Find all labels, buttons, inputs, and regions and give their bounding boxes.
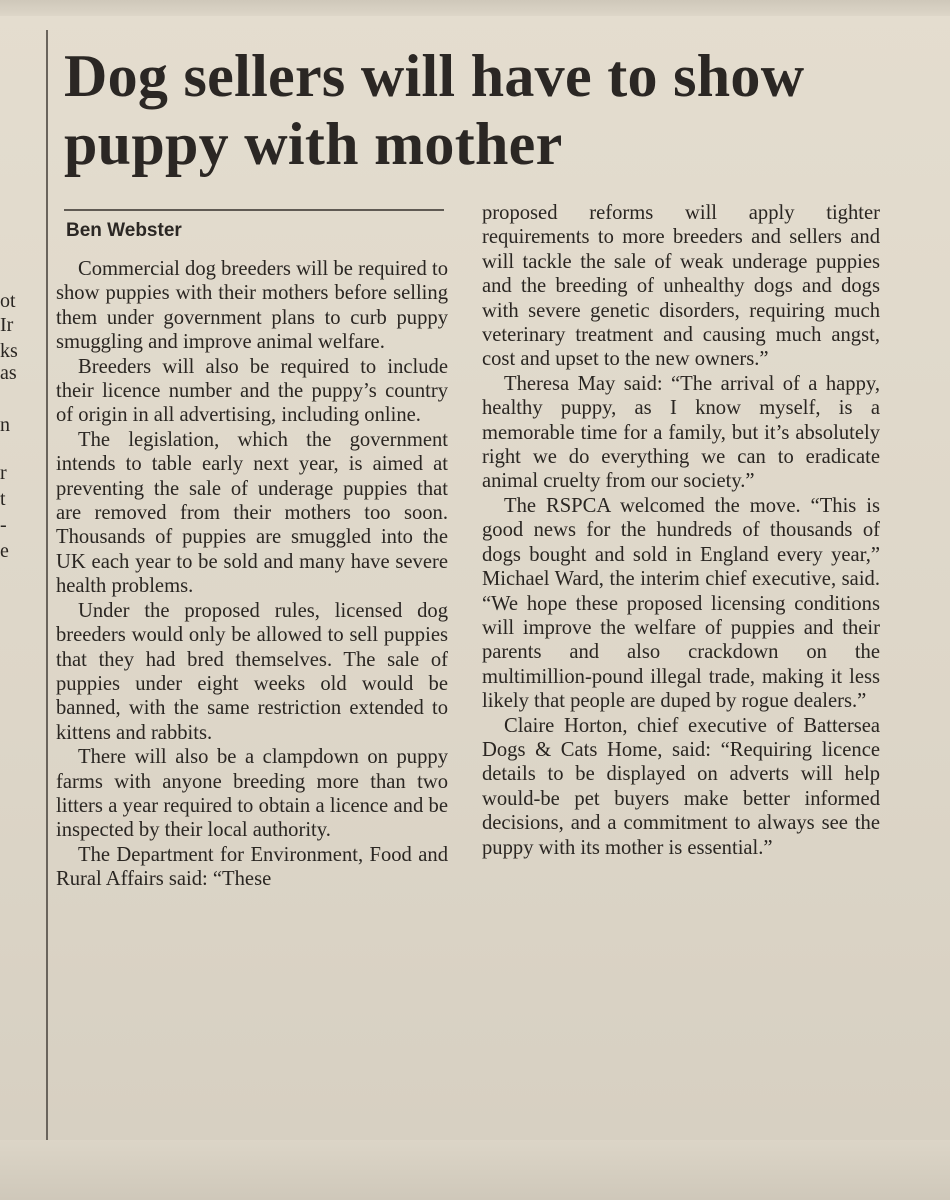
adjacent-column-fragment: t [0,488,6,510]
article-headline: Dog sellers will have to show puppy with mother [64,43,805,177]
adjacent-column-fragment: r [0,462,7,484]
article-paragraph-continued: proposed reforms will apply tighter requirements to more breeders and sellers and will tackle the sale of weak underage puppies and the breeding of unhealthy dogs and dogs with severe genetic disorders, requiring much veterinary treatment and causing much angst, cost and upset to the new owners.” [482,202,880,371]
article-paragraph: Under the proposed rules, licensed dog breeders would only be allowed to sell puppies that they had bred themselves. The sale of puppies under eight weeks old would be banned, with the same restriction extended to kittens and rabbits. [56,599,448,744]
page-top-edge [0,0,950,16]
article-paragraph: Claire Horton, chief executive of Battersea Dogs & Cats Home, said: “Requiring licence details to be displayed on adverts will help would-be pet buyers make better informed decisions, and a commitment to always see the puppy with its mother is essential.” [482,714,880,859]
adjacent-column-fragment: ot [0,290,16,312]
article-paragraph: Theresa May said: “The arrival of a happy, healthy puppy, as I know myself, is a memorable time for a family, but it’s absolutely right we do everything we can to eradicate animal cruelty from our society.” [482,372,880,493]
article-paragraph: Commercial dog breeders will be required to show puppies with their mothers before selling them under government plans to curb puppy smuggling and improve animal welfare. [56,258,448,354]
column-divider-rule [46,30,48,1140]
adjacent-column-fragment: - [0,514,7,536]
adjacent-column-fragment: e [0,540,9,562]
article-column-right [482,201,880,860]
adjacent-column-fragment: Ir [0,314,14,336]
article-paragraph: Breeders will also be required to include their licence number and the puppy’s country of origin in all advertising, including online. [56,355,448,427]
article-paragraph: The legislation, which the government intends to table early next year, is aimed at preventing the sale of underage puppies that are removed from their mothers too soon. Thousands of puppies are smuggled into the UK each year to be sold and many have severe health problems. [56,428,448,598]
adjacent-column-fragment: as [0,362,17,384]
adjacent-column-fragment: n [0,414,10,436]
article-paragraph: The Department for Environment, Food and Rural Affairs said: “These [56,843,448,891]
adjacent-column-fragment: ks [0,340,18,362]
article-column-left [56,257,448,892]
page-bottom-margin [0,1140,950,1200]
article-paragraph: There will also be a clampdown on puppy farms with anyone breeding more than two litters a year required to obtain a licence and be inspected by their local authority. [56,746,448,842]
article-byline: Ben Webster [66,220,182,241]
article-paragraph: The RSPCA welcomed the move. “This is good news for the hundreds of thousands of dogs bought and sold in England every year,” Michael Ward, the interim chief executive, said. “We hope these proposed licensing conditions will improve the welfare of puppies and their parents and also crackdown on the multimillion-pound illegal trade, making it less likely that people are duped by rogue dealers.” [482,494,880,713]
byline-rule [64,209,444,211]
